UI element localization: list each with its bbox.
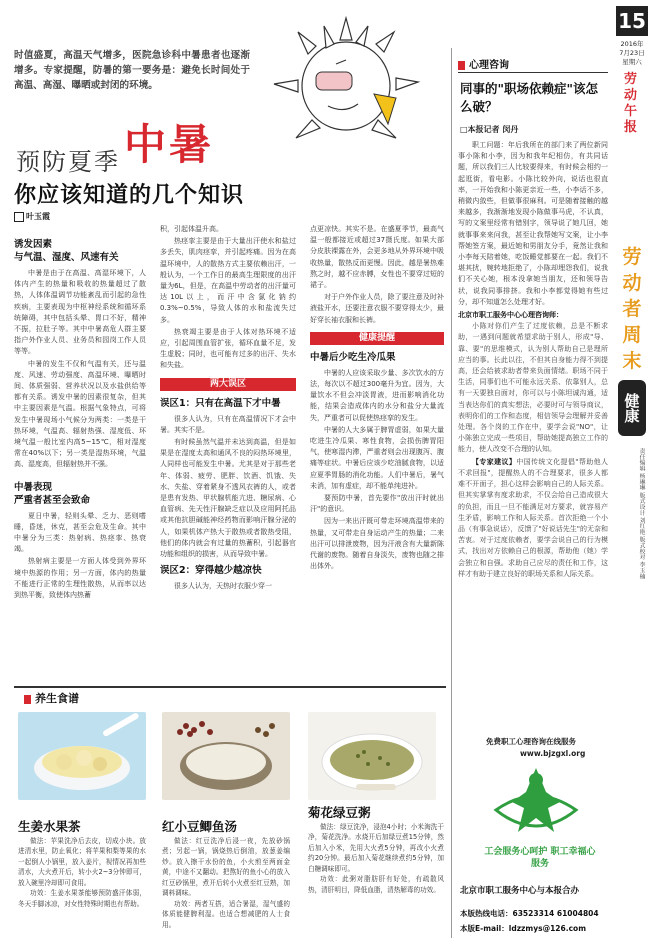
- paragraph: 很多人认为，只有在高温情况下才会中暑。其实不是。: [160, 414, 296, 434]
- recipe-chrysanthemum-congee: [308, 805, 444, 895]
- paragraph: 中暑的人应该采取少量、多次饮水的方法，每次以不超过300毫升为宜。因为，大量饮水不但会冲淡胃液，进而影响消化功能，结果会造成体内的水分和盐分大量流失，严重者可以促使热痉挛的发生。: [310, 368, 444, 422]
- recipe-image-redbean-fish: [162, 712, 290, 800]
- article-col-3: [310, 224, 444, 674]
- author-mark: [14, 212, 24, 222]
- paragraph: 因为一来出汗既可带走环境高温带来的热量，又可带走自身运动产生的热量；二来出汗可以排泄废物，因为汗液含有大量新陈代谢的废物。随着自身淡失，废物也随之排出体外。: [310, 517, 444, 571]
- recipe-effect: 功效：此粥对脂肪肝有好处，有疏散风热，清肝明目，降低血脂，清热解毒的功效。: [308, 875, 444, 894]
- health-tip-bar: 健康提醒: [310, 332, 444, 345]
- section-marker: [458, 61, 465, 70]
- recipe-title: 红小豆鲫鱼汤: [162, 819, 238, 834]
- section-sub: 健康: [618, 380, 646, 436]
- lead-intro: 时值盛夏，高温天气增多，医院急诊科中暑患者也逐渐增多。专家提醒，防暑的第一要务是：避免长时间处于高温、高湿、曝晒或封闭的环境。: [14, 50, 250, 91]
- mistake2-heading: 误区2：穿得越少越凉快: [160, 565, 262, 577]
- issue-date: 2016年 7月23日 星期六: [619, 40, 645, 66]
- psych-footer: 免费职工心理咨询在线服务: [486, 737, 576, 746]
- page-sidebar: [612, 0, 652, 940]
- paragraph: 中暑的人大多属于脾胃虚弱，如果大量吃进生冷瓜果、寒性食物，会损伤脾胃阳气，使寒湿内滞，严重者则会出现腹泻、腹痛等症状。中暑后应该少吃油腻食物，以适应夏季胃肠的消化功能。人们中暑后，暑气未消，加有虚症，却不能单纯进补。: [310, 425, 444, 490]
- hotline: 本版热线电话：63523314 61004804: [460, 909, 599, 918]
- author: 叶玉霞: [14, 211, 50, 222]
- mistake1-heading: 误区1：只有在高温下才中暑: [160, 397, 281, 409]
- recipes-top-rule: [14, 686, 446, 688]
- recipe-title: 菊花绿豆粥: [308, 805, 371, 820]
- paragraph: 中暑是由于在高温、高湿环境下，人体内产生的热量和吸收的热量超过了散热，人体体温调节功能紊乱而引起的急性疾病，主要表现为中枢神经系统和循环系统障碍，其中包括头晕、胃口不好，精神不振，拉肚子等。其中中暑高危人群主要指户外作业人员、业务员和园岗工作人员等等。: [14, 269, 146, 356]
- psych-section-header: 心理咨询: [458, 56, 509, 71]
- recipe-method: 做法：苹果洗净后去皮，切成小块。放进清水里，防止氧化；将苹果和梨等果的水一起倒人小锅里，放入姜片，视情况再加些清水，大火煮开后，转小火2~3分钟即可，放入碗里冷却即可食用。: [18, 836, 146, 887]
- recipes-header: 养生食谱: [24, 690, 79, 706]
- email[interactable]: 本版E-mail：ldzzmys@126.com: [460, 924, 587, 933]
- recipe-image-ginger-tea: [18, 712, 146, 800]
- section-title: 劳动者周末: [622, 246, 642, 372]
- psych-expert: 【专家建议】中国传统文化提倡"帮助他人不求回报"，提醒热人的不合理要求，很多人都难不开面子，担心这样会影响自己的人际关系。但其实掌掌有度求助求，不仅会给自己造成很大的负担，而且一旦不能满足对方要求，就容易产生矛盾，影响工作和人际关系。首次拒绝一个小品（有事急说话），反馈了"好说话先生"的无奈和苦衷。对于过度依赖者，要学会说自己的行为模式，找出对方依赖自己的根源，帮助他（她）学会独立和自强。求助自己应尽的责任和工作，这样才有助于建立良好的职场关系和人际关系。: [458, 457, 608, 578]
- editors: 责任编辑 杨琳琳 版式设计 刘红艳 版式校对 李玉楠: [638, 448, 644, 580]
- recipe-title: 生姜水果茶: [18, 819, 81, 834]
- paper-name: 劳动午报: [624, 72, 638, 135]
- title-sub: 你应该知道的几个知识: [14, 183, 245, 208]
- title-kicker: 预防夏季: [16, 148, 120, 176]
- section-marker: [24, 695, 31, 704]
- recipe-redbean-fish: [162, 819, 290, 930]
- sun-illustration: [246, 2, 446, 170]
- page-number: 15: [616, 6, 648, 36]
- psych-title: 同事的"职场依赖症"该怎么破？: [460, 81, 599, 114]
- psych-question: 职工问题：年后我所在的部门来了两位新同事小陈和小李，因为和我年纪相仿，有共同话题，所以我们三人比较要得来，有时候会相约一起逛街，看电影。小陈比较外向，说话也很直率，一开始我和小陈更亲近一些，小李话不多，稍微内敛些，但做事很麻利。可是随着接触的越来越多，我渐渐地发现小陈做事马虎，不认真，写的文案里经常有错别字，领导说了她几回，她就事事来来问我，甚至让我帮她写文案，让小李帮她签方案，最近她和男朋友分手，竟然让我和小李每天陪着她，吃饭睡觉都要在一起。我们不堪其扰，婉转地拒绝了，小陈却埋怨我们，说我们不关心她，根本没拿她当朋友，还和领导告状，说我同事排挤。我和小李都觉得她有些过分，却不知道怎么处理才好。: [458, 141, 608, 306]
- paragraph: 热射病主要是一方面人体受到外界环境中热源的作用；另一方面，体内的热量不能进行正常的生理性散热，从而率以达到热平衡，致使体内热蓄: [14, 557, 146, 600]
- recipe-effect: 功效：生姜水果茶能够预防盛汗体弱，冬天手脚冰凉，对女性特殊时期也有帮助。: [18, 889, 146, 908]
- service-logo-text: 工会服务心呵护 职工幸福心服务: [484, 847, 596, 869]
- paragraph: 中暑的发生不仅和气温有关，还与温度、风速、劳动强度、高温环境、曝晒时间、体质强弱、营养状况以及水盐供给等都有关系。诱发中暑的因素很复杂，但其中主要因素是气温。根据气象特点，可将发生中暑现场小气候分为两类：一类是干热环境，气温高、辐射热强、湿度低、环境气温一般比室内高5~15℃，相对湿度常在40%以下；另一类是湿热环境，气温高、湿度高，但辐射热并不强。: [14, 359, 146, 469]
- paragraph: 热痉挛主要是由于大量出汗使水和盐过多丢失，肌肉痉挛，并引起疼痛。因为在高温环境中，人的散热方式主要依赖出汗，一般认为，一个工作日的最高生理限度的出汗量为6L，但是，在高温中劳动者的出汗量可达10L以上，而汗中含氯化钠约0.3%~0.5%，导致人体的水和盐流失过多。: [160, 237, 296, 324]
- tip-heading: 中暑后少吃生冷瓜果: [310, 351, 396, 363]
- recipe-method: 做法：绿豆洗净，浸泡4小时；小米淘洗干净，菊花洗净。水烧开后加绿豆煮15分钟，然后加入小米，先用大火煮5分钟，再改小火煮约20分钟。最后加入菊花继续煮约5分钟，加白糖调味即可。: [308, 822, 444, 873]
- psych-body: [458, 140, 608, 736]
- paragraph: 点更凉快。其实不是。在盛夏季节，最高气温一般都接近或超过37摄氏度。如果大部分皮肤裸露在外，会更多地从外界环境中吸收热量，散热反而更慢。因此，越是暑热难熬之时，越不应赤膊，女性也不要穿过短的裙子。: [310, 225, 444, 290]
- psych-answer: 小陈对你们产生了过度依赖，总是不断求助，一遇到问题就希望求助于别人，形成"导、靠、要"的思维模式，认为别人帮助自己是理所应当的事。长此以往，不但其自身能力得不到提高，还会给被求助者带来负面情绪。职场不同于生活，同事们也不可能永远关系、依靠别人，总有一天要独自面对，你可以与小陈坦诚沟通，适当表达你们的真实想法，必要时可与领导商议，表明你们的工作和态度，相信领导会理解并妥善处理。各个岗的工作在中，要学会说"NO"，让小陈独立完成一些项目，帮助她提高独立工作的能力，使人改变不合理的认知。: [458, 322, 608, 454]
- article-col-2: [160, 224, 296, 674]
- paragraph: 积，引起体温升高。: [160, 225, 223, 233]
- psych-counselor-label: 北京市职工服务中心心理咨询师：: [458, 311, 563, 320]
- paragraph: 热衰竭主要是由于人体对热环境不适应，引起周围血管扩张，循环血量不足，发生虚脱；同时，也可能有过多的出汗、失水和失盐。: [160, 327, 296, 370]
- recipe-ginger-tea: [18, 819, 146, 909]
- recipe-image-chrysanthemum-congee: [308, 712, 436, 800]
- title-big: 中暑: [124, 120, 215, 169]
- paragraph: 夏日中暑，轻则头晕、乏力、恶则嗜睡，昏迷，休克，甚至会危及生命。其中中暑分为三类：热射病、热痉挛、热衰竭。: [14, 511, 146, 554]
- mistakes-bar: 两大误区: [160, 378, 296, 391]
- paragraph: 要预防中暑，首先要作"放出汗时就出汗"的意识。: [310, 494, 444, 514]
- recipe-method: 做法：红豆洗净后浸一夜，先放砂锅煮；另起一锅，锅烧热后倒油，放葱姜编炒。放入擦干水份的鱼，小火煎至两面金黄，中途不又翻动。把熬好的鱼小心的放入红豆砂锅里，煮开后转小火煮至红豆熟，加调料调味。: [162, 836, 290, 897]
- paragraph: 很多人认为，天热时衣服少穿一: [174, 582, 272, 591]
- column-divider: [451, 48, 452, 938]
- sec1-heading: 诱发因素 与气温、湿度、风速有关: [14, 239, 119, 263]
- psych-header-rule: [458, 72, 608, 73]
- article-col-1: [14, 234, 146, 674]
- sec2-heading: 中暑表现 严重者甚至会致命: [14, 481, 91, 506]
- psych-url[interactable]: www.bjzgxl.org: [520, 749, 586, 758]
- recipe-effect: 功效：两者互搭，适合暑湿，湿气盛的体质能健脾利湿。也适合想减肥的人士食用。: [162, 899, 290, 929]
- psych-byline: □本报记者 闵丹: [460, 125, 519, 134]
- paragraph: 对于户外作业人员，除了要注意及时补液盐开水，还要注意衣服不要穿得太少，最好穿长袖衣服和长裤。: [310, 293, 444, 324]
- paragraph: 有时候虽然气温并未达到高温，但是如果是在湿度太高和通风不良的闷热环境里，人同样也可能发生中暑。尤其是对于那些老年、体弱、疲劳、肥胖、饮酒、饥饿、失水、失盐、穿着紧身不透风衣裤的人，或者是患有发热、甲状腺机能亢进、糖尿病、心血管病、先天性汗腺缺乏症以及应用阿托品或其他抗胆碱能神经药物而影响汗腺分泌的人，如果机体产热大于散热或者散热受阻，他们的体内就会有过量的热蓄积，引起器官功能和组织的损害，从而导致中暑。: [160, 438, 296, 559]
- psych-org: 北京市职工服务中心与本报合办: [460, 886, 580, 896]
